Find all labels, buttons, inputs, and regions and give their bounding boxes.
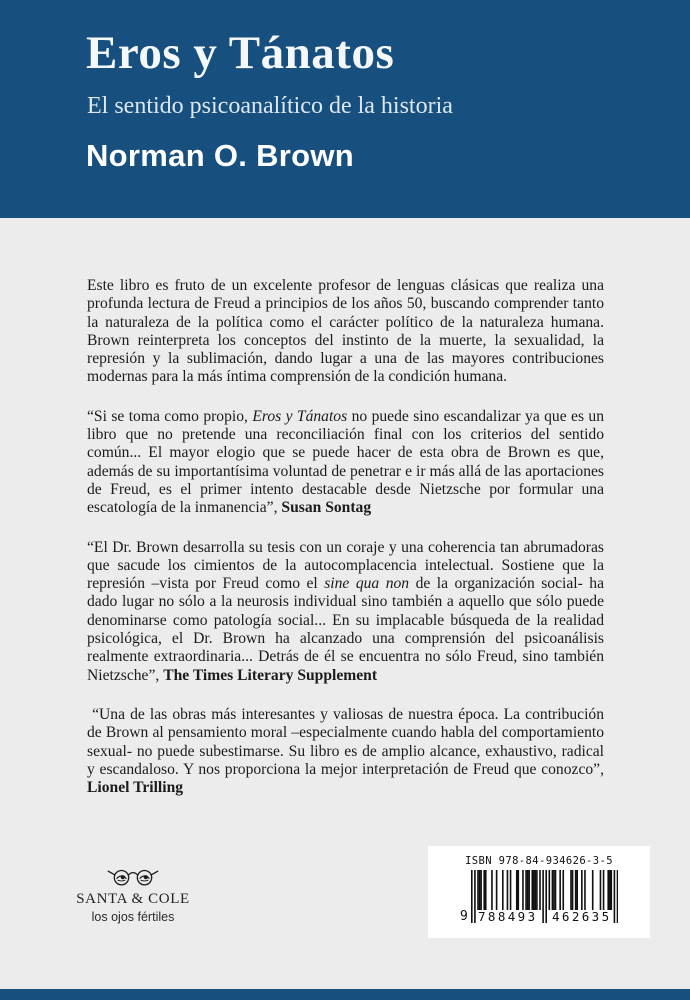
- book-author: Norman O. Brown: [86, 138, 355, 173]
- barcode-row: [428, 870, 650, 923]
- barcode-right-digits: 462635: [551, 909, 612, 924]
- blurb-paragraph-tls: “El Dr. Brown desarrolla su tesis con un coraje y una coherencia tan abrumadoras que sacude los cimientos de la autocomplacencia intelectual. Sostiene que la represión –vista por Freud como el sine qua non de la organización social- ha dado lugar no sólo a la neurosis individual sino también a aquello que sólo puede denominarse como patología social... En su implacable búsqueda de la realidad psicológica, el Dr. Brown ha alcanzado una comprensión del psicoanálisis realmente extraordinaria... Detrás de él se encuentra no sólo Freud, sino también Nietzsche”, The Times Literary Supplement: [87, 538, 604, 684]
- publisher-tagline: los ojos fértiles: [91, 910, 175, 924]
- book-title: Eros y Tánatos: [86, 27, 395, 79]
- blurb-paragraph-sontag: “Si se toma como propio, Eros y Tánatos no puede sino escandalizar ya que es un libro que no pretende una reconciliación final con los criterios del sentido común... El mayor elogio que se puede hacer de esta obra de Brown es que, además de su importantísima voluntad de penetrar e ir más allá de las aportaciones de Freud, es el primer intento destacable desde Nietzsche por formular una escatología de la inmanencia”, Susan Sontag: [87, 407, 605, 517]
- header-band: [0, 0, 690, 218]
- bottom-band: [0, 989, 690, 1000]
- barcode-first-digit: 9: [459, 909, 468, 924]
- blurb-section: [87, 277, 604, 818]
- publisher-logo: [75, 864, 191, 925]
- book-subtitle: El sentido psicoanalítico de la historia: [87, 93, 453, 119]
- barcode-panel: [428, 846, 650, 938]
- barcode-bars-wrap: [471, 870, 618, 923]
- isbn-label: ISBN 978-84-934626-3-5: [465, 855, 613, 867]
- barcode-left-digits: 788493: [477, 909, 538, 924]
- blurb-paragraph-trilling: “Una de las obras más interesantes y valiosas de nuestra época. La contribución de Brown al pensamiento moral –especialmente cuando habla del comportamiento sexual- no puede subestimarse. Su libro es de amplio alcance, exhaustivo, radical y escandaloso. Y nos proporciona la mejor interpretación de Freud que conozco”, Lionel Trilling: [87, 705, 604, 797]
- blurb-paragraph-intro: Este libro es fruto de un excelente profesor de lenguas clásicas que realiza una profunda lectura de Freud a principios de los años 50, buscando comprender tanto la naturaleza de la política como el carácter político de la naturaleza humana. Brown reinterpreta los conceptos del instinto de la muerte, la sexualidad, la represión y la sublimación, dando lugar a una de las mayores contribuciones modernas para la más íntima comprensión de la condición humana.: [87, 277, 604, 386]
- publisher-name: SANTA & COLE: [76, 891, 190, 907]
- glasses-eyes-icon: [107, 864, 159, 887]
